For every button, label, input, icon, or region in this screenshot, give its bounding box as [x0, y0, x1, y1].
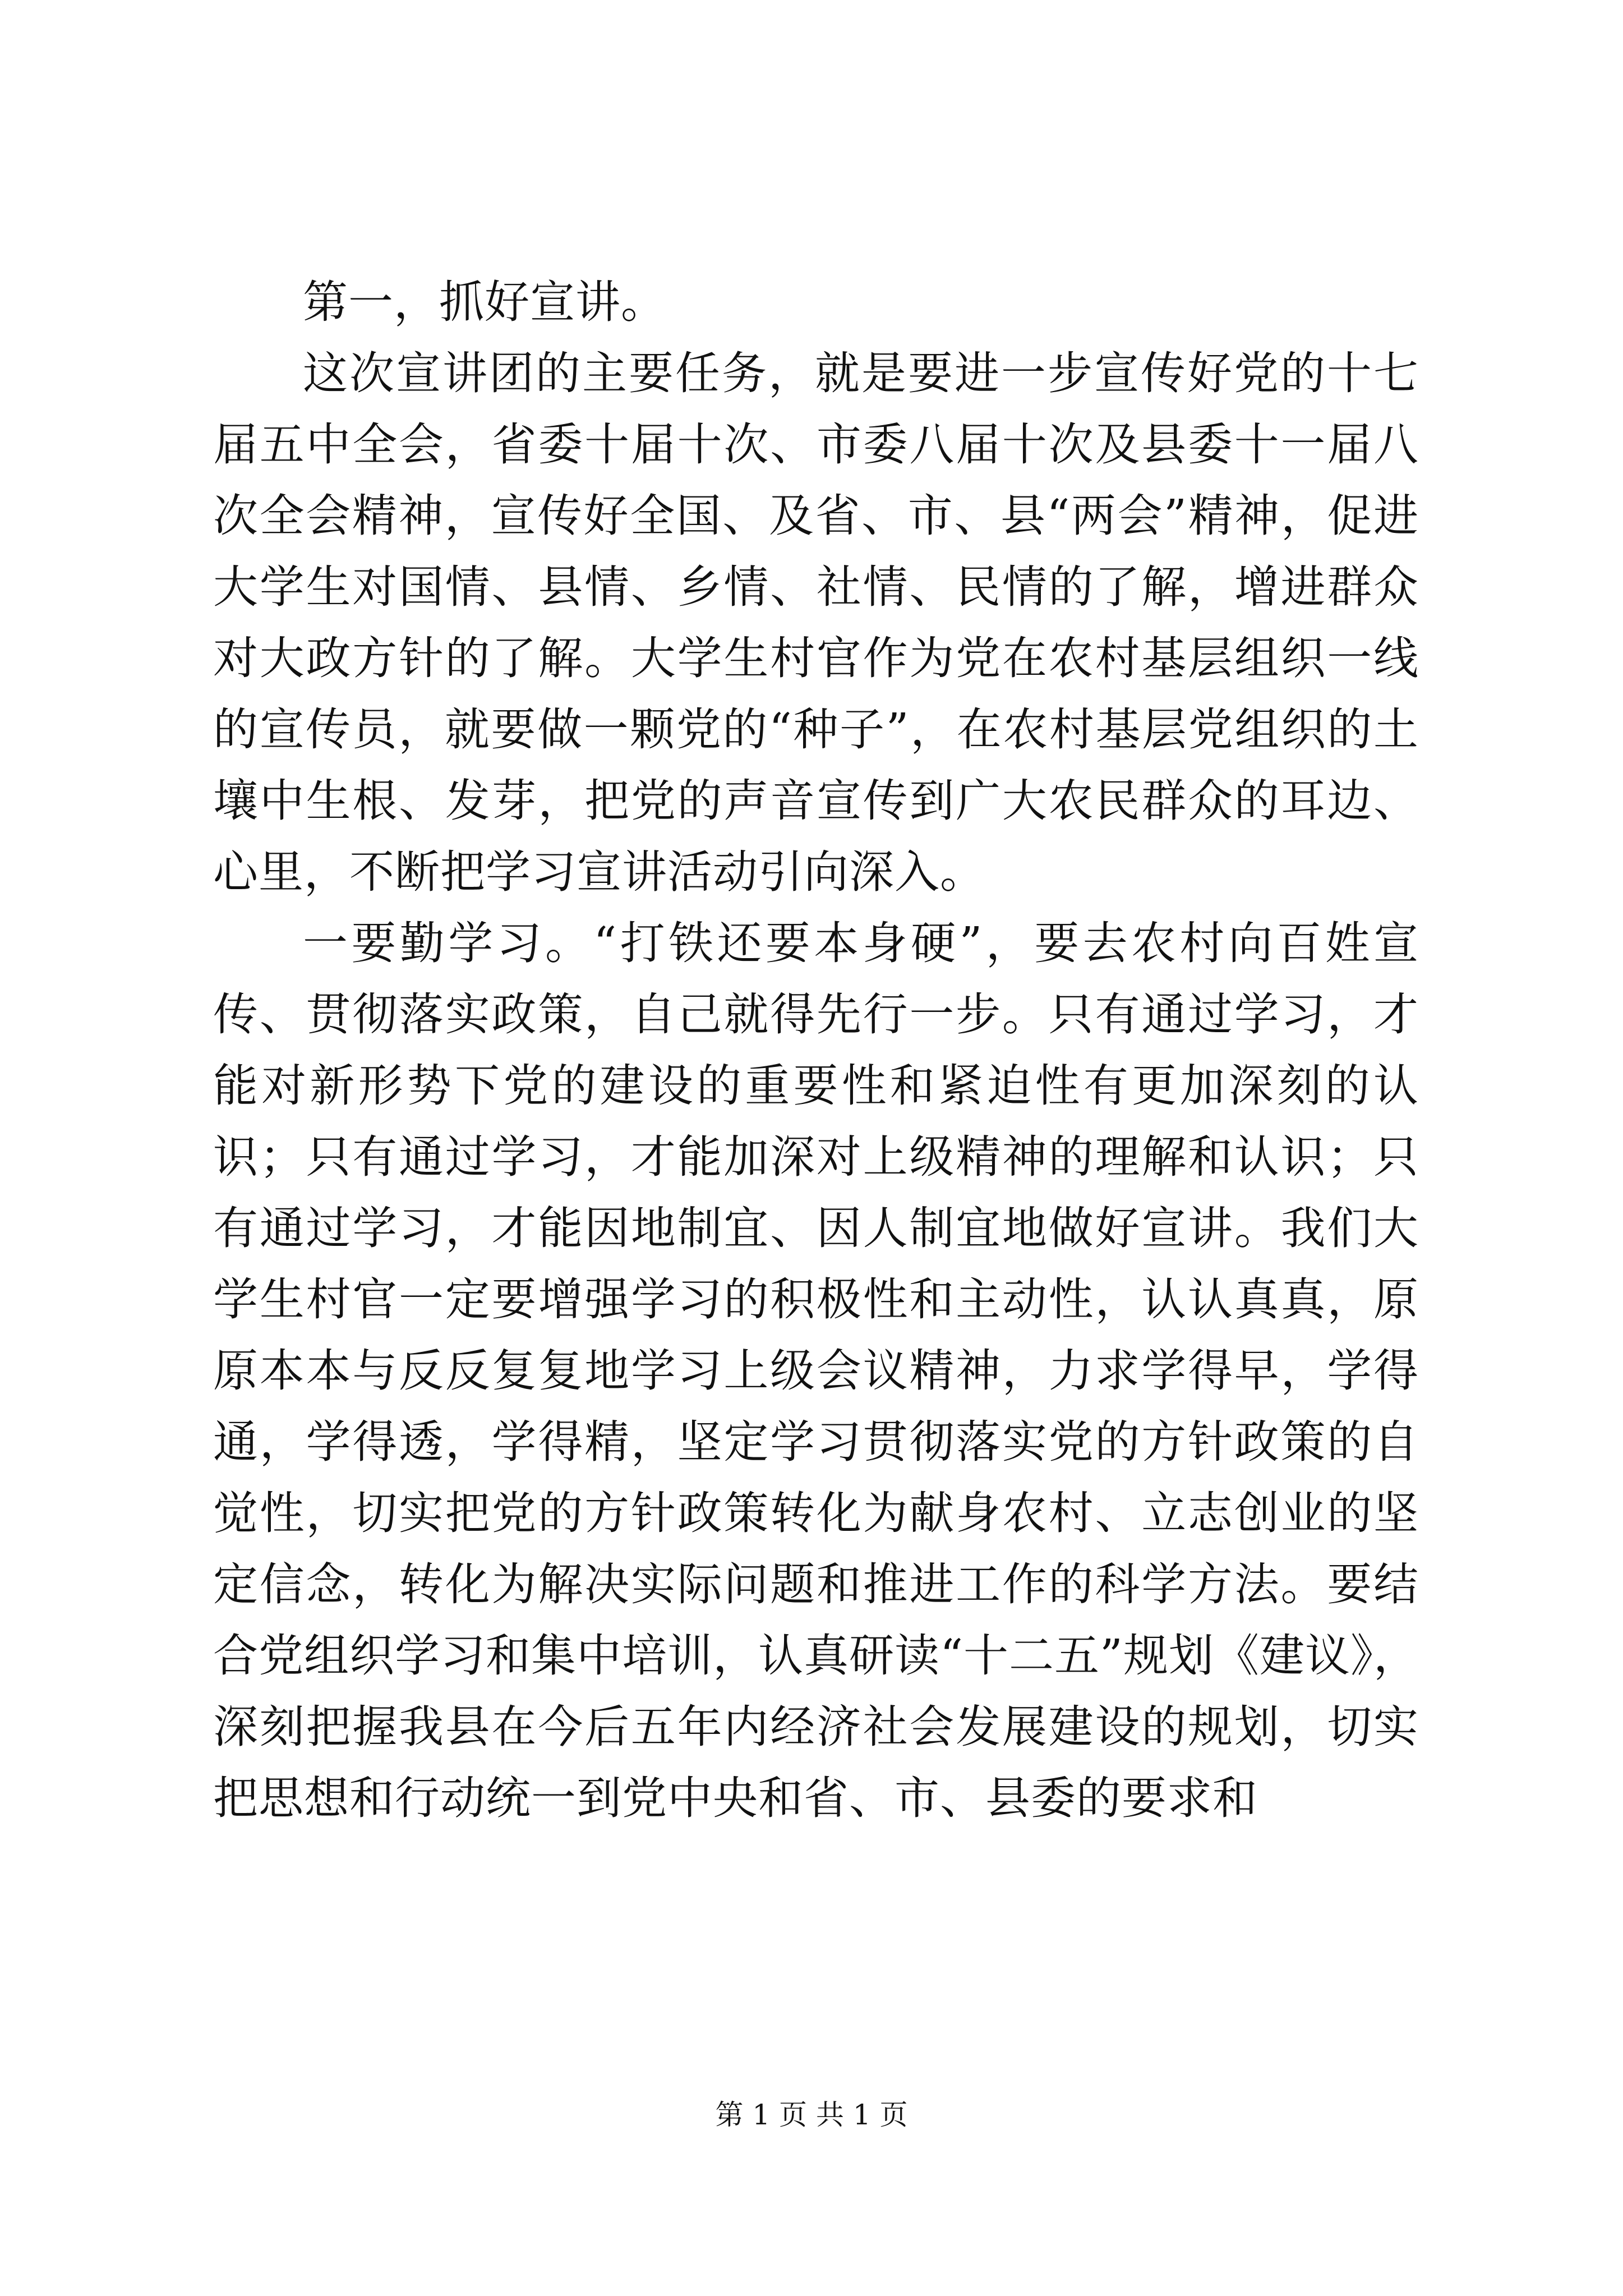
document-body [213, 266, 1419, 1834]
paragraph-2: 一要勤学习。“打铁还要本身硬”，要去农村向百姓宣传、贯彻落实政策，自己就得先行一步。只有通过学习，才能对新形势下党的建设的重要性和紧迫性有更加深刻的认识；只有通过学习，才能加深对上级精神的理解和认识；只有通过学习，才能因地制宜、因人制宜地做好宣讲。我们大学生村官一定要增强学习的积极性和主动性，认认真真，原原本本与反反复复地学习上级会议精神，力求学得早，学得通，学得透，学得精，坚定学习贯彻落实党的方针政策的自觉性，切实把党的方针政策转化为献身农村、立志创业的坚定信念，转化为解决实际问题和推进工作的科学方法。要结合党组织学习和集中培训，认真研读“十二五”规划《建议》，深刻把握我县在今后五年内经济社会发展建设的规划，切实把思想和行动统一到党中央和省、市、县委的要求和 [213, 917, 1419, 1824]
paragraph-1: 这次宣讲团的主要任务，就是要进一步宣传好党的十七届五中全会，省委十届十次、市委八届十次及县委十一届八次全会精神，宣传好全国、及省、市、县“两会”精神，促进大学生对国情、县情、乡情、社情、民情的了解，增进群众对大政方针的了解。大学生村官作为党在农村基层组织一线的宣传员，就要做一颗党的“种子”，在农村基层党组织的土壤中生根、发芽，把党的声音宣传到广大农民群众的耳边、心里，不断把学习宣讲活动引向深入。 [213, 347, 1419, 898]
paragraph-heading: 第一，抓好宣讲。 [303, 276, 666, 328]
page-footer: 第 1 页 共 1 页 [715, 2099, 908, 2131]
